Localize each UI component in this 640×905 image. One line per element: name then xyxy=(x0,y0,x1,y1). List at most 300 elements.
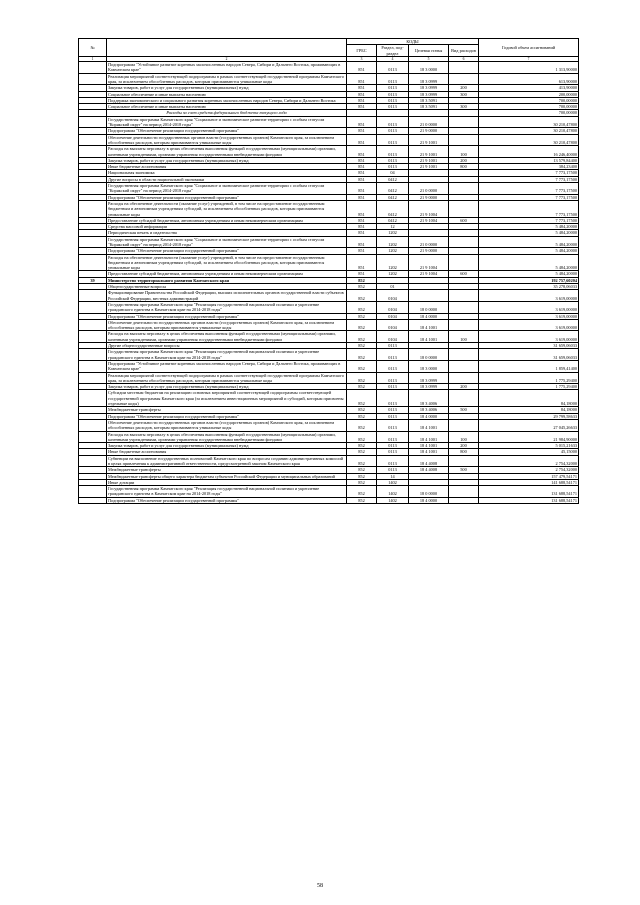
row-amount: 131 688,54171 xyxy=(479,486,579,498)
row-target: 18 4 1001 xyxy=(409,319,449,331)
row-section: 04 xyxy=(377,170,409,176)
table-row xyxy=(79,183,579,195)
row-name: Межбюджетные трансферты xyxy=(107,407,347,413)
row-name: Подпрограмма "Обеспечение реализации государственной программы" xyxy=(107,194,347,200)
row-target: 21 9 1004 xyxy=(409,254,449,271)
table-row xyxy=(79,146,579,158)
row-grbs: 851 xyxy=(347,128,377,134)
row-name: Расходы на выплаты персоналу в целях обеспечения выполнения функций государственными (муниципальными) органами, казенными учреждениями, органами управления государственными внебюджетными фондами xyxy=(107,331,347,343)
row-section: 0104 xyxy=(377,301,409,313)
row-amount: 30 210,47800 xyxy=(479,134,579,146)
row-exp-type xyxy=(449,134,479,146)
row-grbs: 851 xyxy=(347,254,377,271)
row-name: Государственная программа Камчатского края "Реализация государственной национальной политики и укрепление гражданского единства в Камчатском крае на 2014-2018 годы" xyxy=(107,301,347,313)
row-target: 21 9 1001 xyxy=(409,164,449,170)
row-name: Расходы на обеспечение деятельности (оказание услуг) учреждений, в том числе на предоставление государственным бюджетным и автономным учреждениям субсидий, за исключением обособленных расходов, которым присваиваются уникальные коды xyxy=(107,254,347,271)
row-section: 1402 xyxy=(377,486,409,498)
row-section: 0113 xyxy=(377,455,409,467)
row-grbs: 851 xyxy=(347,236,377,248)
row-section: 12 xyxy=(377,224,409,230)
row-exp-type: 500 xyxy=(449,407,479,413)
row-name: Другие вопросы в области национальной экономики xyxy=(107,176,347,182)
row-exp-type xyxy=(449,349,479,361)
row-target: 18 3 0000 xyxy=(409,360,449,372)
row-amount: 700,00000 xyxy=(479,97,579,103)
row-section: 0113 xyxy=(377,360,409,372)
row-section: 1202 xyxy=(377,254,409,271)
row-number xyxy=(79,290,107,302)
row-name: Расходы на выплаты персоналу в целях обеспечения выполнения функций государственными (муниципальными) органами, казенными учреждениями, органами управления государственными внебюджетными фондами xyxy=(107,431,347,443)
table-row xyxy=(79,116,579,128)
row-exp-type xyxy=(449,455,479,467)
row-section: 0113 xyxy=(377,343,409,349)
row-section: 1202 xyxy=(377,271,409,277)
row-amount: 131 688,54171 xyxy=(479,497,579,503)
row-number: 39 xyxy=(79,277,107,283)
row-section: 0113 xyxy=(377,157,409,163)
column-number: 6 xyxy=(449,56,479,61)
row-grbs: 851 xyxy=(347,134,377,146)
row-name: Государственная программа Камчатского края "Социальное и экономическое развитие территории с особым статусом "Корякский округ" на период 2014-2018 годы" xyxy=(107,116,347,128)
row-target: 18 3 0999 xyxy=(409,91,449,97)
row-grbs: 852 xyxy=(347,455,377,467)
row-amount: 157 479,54171 xyxy=(479,473,579,479)
row-name: Подпрограмма "Обеспечение реализации государственной программы" xyxy=(107,248,347,254)
table-row xyxy=(79,236,579,248)
row-exp-type: 200 xyxy=(449,85,479,91)
row-section: 01 xyxy=(377,284,409,290)
row-grbs: 852 xyxy=(347,473,377,479)
row-amount: 3 619,00000 xyxy=(479,301,579,313)
row-grbs: 852 xyxy=(347,390,377,407)
row-amount: 5 484,20000 xyxy=(479,271,579,277)
row-amount: 5 484,20000 xyxy=(479,230,579,236)
row-grbs: 852 xyxy=(347,277,377,283)
row-exp-type xyxy=(449,497,479,503)
header-target: Целевая статья xyxy=(409,45,449,57)
row-amount: 29 799,58633 xyxy=(479,413,579,419)
row-grbs: 852 xyxy=(347,284,377,290)
header-grbs: ГРБС xyxy=(347,45,377,57)
row-exp-type xyxy=(449,183,479,195)
row-grbs: 851 xyxy=(347,146,377,158)
row-name: Закупка товаров, работ и услуг для государственных (муниципальных) нужд xyxy=(107,157,347,163)
row-grbs: 851 xyxy=(347,200,377,217)
row-number xyxy=(79,134,107,146)
row-section: 0113 xyxy=(377,91,409,97)
row-target: 18 3 0999 xyxy=(409,85,449,91)
row-target: 18 4 1001 xyxy=(409,449,449,455)
row-amount: 35 278,06033 xyxy=(479,284,579,290)
row-exp-type xyxy=(449,372,479,384)
row-name: Расходы на выплаты персоналу в целях обеспечения выполнения функций государственными (муниципальными) органами, казенными учреждениями, органами управления государственными внебюджетными фондами xyxy=(107,146,347,158)
row-grbs: 852 xyxy=(347,384,377,390)
row-grbs: 852 xyxy=(347,486,377,498)
row-amount: 7 773,17500 xyxy=(479,194,579,200)
row-target: 21 9 1001 xyxy=(409,134,449,146)
row-section: 1202 xyxy=(377,248,409,254)
row-exp-type: 600 xyxy=(449,271,479,277)
column-number: 5 xyxy=(409,56,449,61)
row-target: 18 4 1001 xyxy=(409,419,449,431)
row-name: Межбюджетные трансферты общего характера бюджетам субъектов Российской Федерации и муниципальных образований xyxy=(107,473,347,479)
row-number xyxy=(79,431,107,443)
row-amount: 200,00000 xyxy=(479,91,579,97)
row-section: 0412 xyxy=(377,194,409,200)
row-exp-type xyxy=(449,254,479,271)
row-name: Реализация мероприятий соответствующей подпрограммы в рамках соответствующей государственной программы Камчатского края, за исключением обособленных расходов, которым присваиваются уникальные коды xyxy=(107,73,347,85)
row-grbs: 851 xyxy=(347,183,377,195)
row-number xyxy=(79,486,107,498)
table-row xyxy=(79,319,579,331)
row-grbs: 851 xyxy=(347,62,377,74)
row-number xyxy=(79,73,107,85)
row-name: Общегосударственные вопросы xyxy=(107,284,347,290)
row-exp-type: 200 xyxy=(449,157,479,163)
table-body xyxy=(79,62,579,504)
row-number xyxy=(79,319,107,331)
row-name: Подпрограмма "Обеспечение реализации государственной программы" xyxy=(107,313,347,319)
row-grbs: 851 xyxy=(347,230,377,236)
table-row xyxy=(79,486,579,498)
row-exp-type xyxy=(449,486,479,498)
row-amount: 21 984,90000 xyxy=(479,431,579,443)
row-target: 18 3 5091 xyxy=(409,104,449,110)
row-target: 18 0 0000 xyxy=(409,301,449,313)
row-amount: 141 688,54171 xyxy=(479,479,579,485)
header-section: Раздел, под-раздел xyxy=(377,45,409,57)
row-section: 0113 xyxy=(377,62,409,74)
row-amount: 5 015,21633 xyxy=(479,443,579,449)
row-section: 14 xyxy=(377,473,409,479)
row-name: Государственная программа Камчатского края "Реализация государственной национальной политики и укрепление гражданского единства в Камчатском крае на 2014-2018 годы" xyxy=(107,349,347,361)
row-target: 21 9 1004 xyxy=(409,271,449,277)
row-exp-type: 200 xyxy=(449,384,479,390)
row-exp-type: 200 xyxy=(449,443,479,449)
row-target: 18 4 0000 xyxy=(409,313,449,319)
row-exp-type: 800 xyxy=(449,164,479,170)
row-grbs: 852 xyxy=(347,290,377,302)
row-name: Подпрограмма "Устойчивое развитие коренных малочисленных народов Севера, Сибири и Дальнего Востока, проживающих в Камчатском крае" xyxy=(107,62,347,74)
column-number: 2 xyxy=(107,56,347,61)
row-name: Подпрограмма "Обеспечение реализации государственной программы" xyxy=(107,497,347,503)
row-amount: 413,90000 xyxy=(479,85,579,91)
row-name: Расходы на обеспечение деятельности (оказание услуг) учреждений, в том числе на предоставление государственным бюджетным и автономным учреждениям субсидий, за исключением обособленных расходов, которым присваиваются уникальные коды xyxy=(107,200,347,217)
table-row xyxy=(79,455,579,467)
table-row xyxy=(79,331,579,343)
row-name: Субсидии местным бюджетам на реализацию основных мероприятий соответствующей подпрограммы соответствующей государственной программы Камчатского края (за исключением инвестиционных мероприятий и субсидий, которым присвоены отдельные коды) xyxy=(107,390,347,407)
header-exp-type: Вид расходов xyxy=(449,45,479,57)
row-grbs: 851 xyxy=(347,224,377,230)
row-amount: 700,00000 xyxy=(479,110,579,116)
row-grbs: 851 xyxy=(347,217,377,223)
row-amount: 613,90000 xyxy=(479,73,579,85)
row-grbs: 852 xyxy=(347,449,377,455)
row-target: 18 4 1001 xyxy=(409,443,449,449)
row-number xyxy=(79,183,107,195)
row-exp-type xyxy=(449,360,479,372)
row-number xyxy=(79,455,107,467)
row-number xyxy=(79,62,107,74)
row-section: 0113 xyxy=(377,431,409,443)
row-name: Субвенции на выполнение государственных полномочий Камчатского края по вопросам созданию административных комиссий в целях привлечения к административной ответственности, предусмотренной законом Камчатского края xyxy=(107,455,347,467)
row-number xyxy=(79,372,107,384)
row-amount: 700,00000 xyxy=(479,104,579,110)
table-header xyxy=(79,39,579,62)
row-section: 0113 xyxy=(377,349,409,361)
row-name: Другие общегосударственные вопросы xyxy=(107,343,347,349)
row-section: 0113 xyxy=(377,390,409,407)
row-name: Государственная программа Камчатского края "Реализация государственной национальной политики и укрепление гражданского единства в Камчатском крае на 2014-2018 годы" xyxy=(107,486,347,498)
row-amount: 7 773,17500 xyxy=(479,217,579,223)
row-exp-type xyxy=(449,236,479,248)
row-section: 0113 xyxy=(377,85,409,91)
row-amount: 84,18000 xyxy=(479,407,579,413)
row-target: 21 9 0000 xyxy=(409,248,449,254)
row-name: Закупка товаров, работ и услуг для государственных (муниципальных) нужд xyxy=(107,384,347,390)
row-amount: 13 579,84400 xyxy=(479,157,579,163)
budget-table-sheet xyxy=(78,38,578,504)
row-amount: 45,15000 xyxy=(479,449,579,455)
row-amount: 30 210,47800 xyxy=(479,128,579,134)
row-target: 21 9 1001 xyxy=(409,146,449,158)
row-grbs: 851 xyxy=(347,104,377,110)
header-codes: КОДЫ xyxy=(347,39,479,45)
row-exp-type: 800 xyxy=(449,449,479,455)
row-number xyxy=(79,497,107,503)
row-grbs: 851 xyxy=(347,85,377,91)
row-amount: 1 313,90000 xyxy=(479,62,579,74)
header-name xyxy=(107,39,347,57)
row-name: Обеспечение деятельности государственных органов власти (государственных органов) Камчатского края, за исключением обособленных расходов, которым присваиваются уникальные коды xyxy=(107,419,347,431)
row-name: Предоставление субсидий бюджетным, автономным учреждениям и иным некоммерческим организациям xyxy=(107,217,347,223)
row-target: 18 0 0000 xyxy=(409,486,449,498)
row-amount: 2 754,32000 xyxy=(479,467,579,473)
row-amount: 84,18000 xyxy=(479,390,579,407)
row-exp-type: 300 xyxy=(449,91,479,97)
row-section: 1202 xyxy=(377,236,409,248)
row-amount: 5 484,20000 xyxy=(479,236,579,248)
row-section: 0113 xyxy=(377,97,409,103)
row-exp-type: 100 xyxy=(449,331,479,343)
row-number xyxy=(79,254,107,271)
table-row xyxy=(79,360,579,372)
row-section: 0412 xyxy=(377,200,409,217)
row-amount: 192 757,60204 xyxy=(479,277,579,283)
row-name: Министерство территориального развития Камчатского края xyxy=(107,277,347,283)
row-number xyxy=(79,419,107,431)
row-target: 21 0 0000 xyxy=(409,183,449,195)
row-grbs: 851 xyxy=(347,116,377,128)
row-name: Национальная экономика xyxy=(107,170,347,176)
row-number xyxy=(79,360,107,372)
row-target: 21 9 1004 xyxy=(409,200,449,217)
row-grbs: 852 xyxy=(347,343,377,349)
row-target: 18 3 5091 xyxy=(409,97,449,103)
row-exp-type xyxy=(449,419,479,431)
row-name: Средства массовой информации xyxy=(107,224,347,230)
row-section: 0104 xyxy=(377,319,409,331)
row-grbs: 851 xyxy=(347,170,377,176)
row-exp-type xyxy=(449,290,479,302)
row-grbs: 851 xyxy=(347,73,377,85)
row-grbs: 852 xyxy=(347,349,377,361)
row-target: 21 9 0000 xyxy=(409,194,449,200)
row-number xyxy=(79,116,107,128)
table-row xyxy=(79,301,579,313)
table-row xyxy=(79,349,579,361)
row-name: Закупка товаров, работ и услуг для государственных (муниципальных) нужд xyxy=(107,443,347,449)
row-amount: 7 773,17500 xyxy=(479,200,579,217)
row-grbs: 852 xyxy=(347,479,377,485)
row-section: 1402 xyxy=(377,497,409,503)
row-grbs: 851 xyxy=(347,248,377,254)
row-grbs: 852 xyxy=(347,413,377,419)
row-amount: 3 619,00000 xyxy=(479,290,579,302)
row-grbs: 851 xyxy=(347,91,377,97)
row-grbs: 852 xyxy=(347,431,377,443)
row-amount: 2 754,32000 xyxy=(479,455,579,467)
row-target: 21 9 1001 xyxy=(409,157,449,163)
row-name: Социальное обеспечение и иные выплаты населению xyxy=(107,104,347,110)
row-section: 0412 xyxy=(377,217,409,223)
column-number: 3 xyxy=(347,56,377,61)
row-target: 18 3 4006 xyxy=(409,407,449,413)
row-name: Обеспечение деятельности государственных органов власти (государственных органов) Камчатского края, за исключением обособленных расходов, которым присваиваются уникальные коды xyxy=(107,319,347,331)
row-name: Подпрограмма "Устойчивое развитие коренных малочисленных народов Севера, Сибири и Дальнего Востока, проживающих в Камчатском крае" xyxy=(107,360,347,372)
row-number xyxy=(79,301,107,313)
table-row xyxy=(79,290,579,302)
row-section: 0104 xyxy=(377,313,409,319)
row-amount: 31 659,06033 xyxy=(479,349,579,361)
header-no: № xyxy=(79,39,107,57)
row-section: 0113 xyxy=(377,73,409,85)
row-target: 18 4 1001 xyxy=(409,331,449,343)
row-target: 18 0 0000 xyxy=(409,349,449,361)
row-section: 0113 xyxy=(377,443,409,449)
row-grbs: 852 xyxy=(347,313,377,319)
row-name: Обеспечение деятельности государственных органов власти (государственных органов) Камчатского края, за исключением обособленных расходов, которым присваиваются уникальные коды xyxy=(107,134,347,146)
row-grbs: 851 xyxy=(347,271,377,277)
row-grbs: 852 xyxy=(347,407,377,413)
row-amount: 1 859,41400 xyxy=(479,360,579,372)
row-target: 21 9 1004 xyxy=(409,217,449,223)
row-name: Подпрограмма "Обеспечение реализации государственной программы" xyxy=(107,128,347,134)
row-amount: 3 619,00000 xyxy=(479,319,579,331)
header-annual: Годовой объем ассигнований xyxy=(479,39,579,57)
table-row xyxy=(79,419,579,431)
row-exp-type xyxy=(449,73,479,85)
table-row xyxy=(79,200,579,217)
row-amount: 31 659,06033 xyxy=(479,343,579,349)
table-row xyxy=(79,372,579,384)
row-number xyxy=(79,349,107,361)
row-amount: 16 246,40000 xyxy=(479,146,579,158)
row-section: 0412 xyxy=(377,183,409,195)
row-amount: 7 773,17500 xyxy=(479,170,579,176)
row-name: Реализация мероприятий соответствующей подпрограммы в рамках соответствующей государственной программы Камчатского края, за исключением обособленных расходов, которым присваиваются уникальные коды xyxy=(107,372,347,384)
row-name: Иные бюджетные ассигнования xyxy=(107,449,347,455)
row-amount: 5 484,20000 xyxy=(479,248,579,254)
row-section: 0104 xyxy=(377,331,409,343)
column-number: 1 xyxy=(79,56,107,61)
row-number xyxy=(79,331,107,343)
row-exp-type xyxy=(449,390,479,407)
row-target: 21 0 0000 xyxy=(409,236,449,248)
row-amount: 30 210,47800 xyxy=(479,116,579,128)
row-target: 18 3 0999 xyxy=(409,372,449,384)
row-section: 0113 xyxy=(377,384,409,390)
row-grbs: 851 xyxy=(347,97,377,103)
row-section: 0113 xyxy=(377,116,409,128)
row-grbs: 852 xyxy=(347,301,377,313)
row-exp-type xyxy=(449,301,479,313)
row-amount: 1 775,29400 xyxy=(479,372,579,384)
row-section: 0113 xyxy=(377,449,409,455)
row-name: Иные дотации xyxy=(107,479,347,485)
row-amount: 7 773,17500 xyxy=(479,176,579,182)
row-section: 0412 xyxy=(377,176,409,182)
row-section: 0113 xyxy=(377,419,409,431)
row-name: Закупка товаров, работ и услуг для государственных (муниципальных) нужд xyxy=(107,85,347,91)
table-row xyxy=(79,431,579,443)
row-exp-type: 300 xyxy=(449,104,479,110)
row-exp-type xyxy=(449,116,479,128)
row-exp-type: 100 xyxy=(449,146,479,158)
row-name: Государственная программа Камчатского края "Социальное и экономическое развитие территории с особым статусом "Корякский округ" на период 2014-2018 годы" xyxy=(107,183,347,195)
row-grbs: 852 xyxy=(347,419,377,431)
table-row xyxy=(79,254,579,271)
row-section: 0113 xyxy=(377,372,409,384)
row-amount: 384,23400 xyxy=(479,164,579,170)
row-section: 0113 xyxy=(377,413,409,419)
row-name: Межбюджетные трансферты xyxy=(107,467,347,473)
page-number: 58 xyxy=(317,883,323,889)
row-amount: 5 484,20000 xyxy=(479,254,579,271)
row-name: Государственная программа Камчатского края "Социальное и экономическое развитие территории с особым статусом "Корякский округ" на период 2014-2018 годы" xyxy=(107,236,347,248)
row-number xyxy=(79,200,107,217)
row-grbs: 852 xyxy=(347,360,377,372)
row-amount: 3 619,00000 xyxy=(479,331,579,343)
column-number: 7 xyxy=(479,56,579,61)
row-target: 18 4 4008 xyxy=(409,455,449,467)
row-grbs: 852 xyxy=(347,497,377,503)
row-grbs: 851 xyxy=(347,157,377,163)
row-section: 0113 xyxy=(377,407,409,413)
row-grbs: 852 xyxy=(347,372,377,384)
row-name: Иные бюджетные ассигнования xyxy=(107,164,347,170)
row-exp-type xyxy=(449,62,479,74)
row-target: 18 4 0000 xyxy=(409,497,449,503)
row-target: 18 4 1001 xyxy=(409,431,449,443)
row-name: Функционирование Правительства Российской Федерации, высших исполнительных органов государственной власти субъектов Российской Федерации, местных администраций xyxy=(107,290,347,302)
row-target: 18 3 0000 xyxy=(409,62,449,74)
row-amount: 5 484,20000 xyxy=(479,224,579,230)
row-exp-type xyxy=(449,200,479,217)
row-section: 1402 xyxy=(377,479,409,485)
row-section: 1202 xyxy=(377,230,409,236)
row-name: Периодическая печать и издательства xyxy=(107,230,347,236)
row-grbs: 852 xyxy=(347,443,377,449)
row-name: Расходы за счет средств федерального бюджета текущего года xyxy=(107,110,347,116)
table-row xyxy=(79,390,579,407)
row-target: 18 3 0999 xyxy=(409,73,449,85)
row-section: 0113 xyxy=(377,128,409,134)
row-target: 18 4 4008 xyxy=(409,467,449,473)
row-exp-type xyxy=(449,319,479,331)
row-name: Поддержка экономического и социального развития коренных малочисленных народов Севера, Сибири и Дальнего Востока xyxy=(107,97,347,103)
row-target: 18 3 0999 xyxy=(409,384,449,390)
